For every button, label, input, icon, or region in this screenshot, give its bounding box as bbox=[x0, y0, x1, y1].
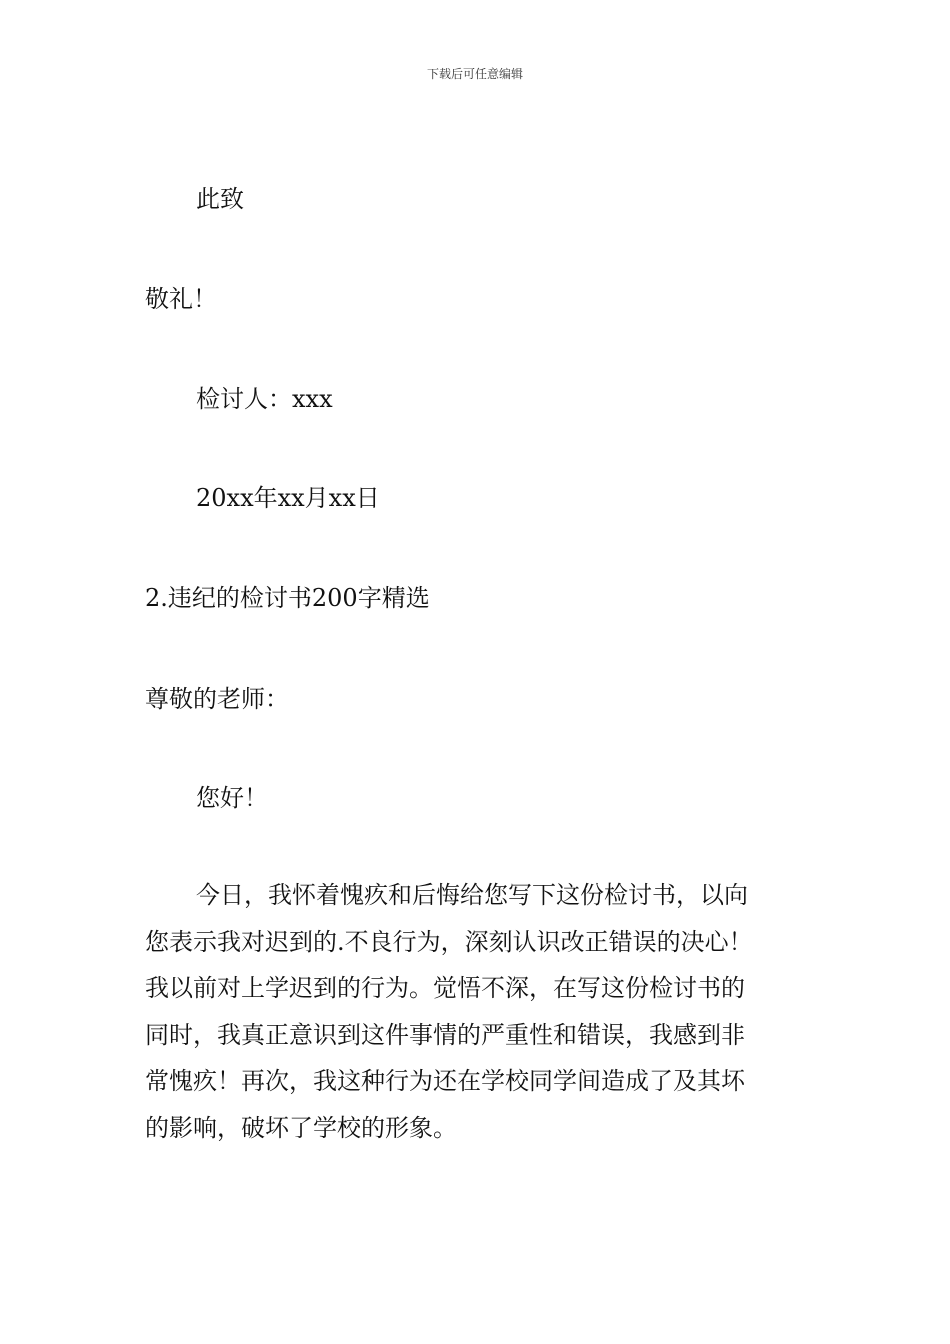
closing-salutation: 此致 bbox=[196, 185, 244, 213]
paragraph-line: 我以前对上学迟到的行为。觉悟不深，在写这份检讨书的 bbox=[145, 974, 745, 1002]
paragraph-line: 的影响，破坏了学校的形象。 bbox=[145, 1113, 457, 1142]
page-header: 下载后可任意编辑 bbox=[426, 67, 523, 81]
body-paragraph bbox=[145, 872, 809, 1151]
letter-hello: 您好！ bbox=[196, 784, 268, 812]
date-line: 20xx年xx月xx日 bbox=[196, 484, 380, 512]
signer-line: 检讨人：xxx bbox=[196, 385, 333, 413]
paragraph-line: 同时，我真正意识到这件事情的严重性和错误，我感到非 bbox=[145, 1020, 745, 1049]
paragraph-line: 您表示我对迟到的.不良行为，深刻认识改正错误的决心！ bbox=[145, 927, 753, 956]
paragraph-line: 常愧疚！再次，我这种行为还在学校同学间造成了及其坏 bbox=[145, 1067, 745, 1095]
section-title: 2.违纪的检讨书200字精选 bbox=[145, 584, 430, 612]
letter-greeting: 尊敬的老师： bbox=[145, 685, 289, 713]
closing-regards: 敬礼！ bbox=[145, 285, 217, 313]
paragraph-line: 今日，我怀着愧疚和后悔给您写下这份检讨书，以向 bbox=[196, 881, 748, 909]
